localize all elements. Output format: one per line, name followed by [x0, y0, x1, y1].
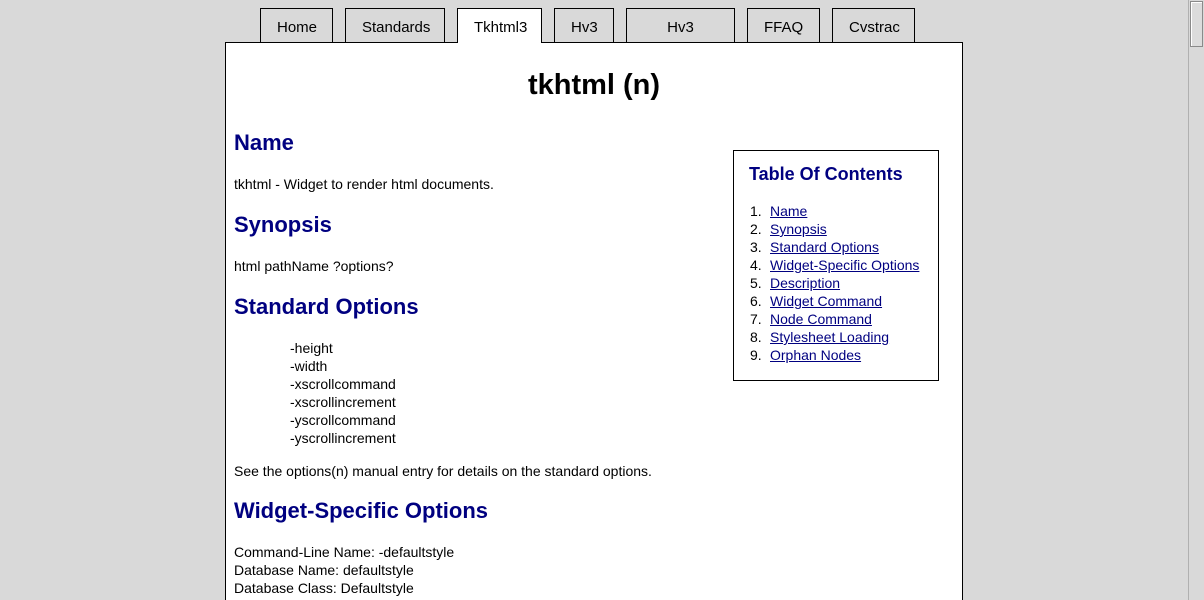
list-item: -yscrollcommand	[290, 412, 396, 428]
toc-link-name[interactable]: Name	[770, 203, 808, 219]
toc-item	[750, 310, 919, 328]
scrollbar-thumb[interactable]	[1190, 1, 1203, 47]
list-item: -xscrollincrement	[290, 394, 396, 410]
toc-link-description[interactable]: Description	[770, 275, 841, 291]
widget-option-cmdline: Command-Line Name: -defaultstyle	[234, 544, 455, 560]
toc-list	[750, 202, 919, 364]
toc-item	[750, 238, 919, 256]
standard-options-list	[234, 339, 714, 447]
toc-item	[750, 202, 919, 220]
widget-option-dbname: Database Name: defaultstyle	[234, 562, 414, 578]
main-content	[234, 129, 714, 597]
vertical-scrollbar[interactable]	[1188, 0, 1204, 600]
section-heading-widget-options: Widget-Specific Options	[234, 498, 489, 523]
toc-number: 9.	[750, 347, 762, 363]
toc-link-orphan-nodes[interactable]: Orphan Nodes	[770, 347, 862, 363]
tab-tkhtml3[interactable]: Tkhtml3	[457, 8, 542, 43]
list-item: -yscrollincrement	[290, 430, 396, 446]
content-panel	[225, 42, 963, 600]
toc-number: 7.	[750, 311, 762, 327]
standard-options-note: See the options(n) manual entry for details on the standard options.	[234, 463, 652, 479]
toc-link-widget-specific-options[interactable]: Widget-Specific Options	[770, 257, 920, 273]
toc-number: 1.	[750, 203, 762, 219]
toc-link-standard-options[interactable]: Standard Options	[770, 239, 879, 255]
tab-standards[interactable]: Standards	[345, 8, 445, 42]
toc-number: 8.	[750, 329, 762, 345]
section-heading-synopsis: Synopsis	[234, 212, 332, 237]
tab-hv3-widget[interactable]: Hv3	[626, 8, 735, 42]
tab-hv3[interactable]: Hv3	[554, 8, 614, 42]
tab-bar	[0, 0, 1188, 44]
toc-item	[750, 274, 919, 292]
toc-number: 6.	[750, 293, 762, 309]
widget-option-dbclass: Database Class: Defaultstyle	[234, 580, 414, 596]
section-heading-name: Name	[234, 130, 294, 155]
table-of-contents	[733, 150, 939, 381]
toc-item	[750, 256, 919, 274]
toc-item	[750, 292, 919, 310]
toc-link-stylesheet-loading[interactable]: Stylesheet Loading	[770, 329, 890, 345]
tab-ffaq[interactable]: FFAQ	[747, 8, 820, 42]
section-heading-standard-options: Standard Options	[234, 294, 419, 319]
toc-number: 3.	[750, 239, 762, 255]
toc-title: Table Of Contents	[749, 164, 903, 184]
toc-link-widget-command[interactable]: Widget Command	[770, 293, 883, 309]
toc-item	[750, 346, 919, 364]
toc-number: 5.	[750, 275, 762, 291]
list-item: -width	[290, 358, 328, 374]
toc-link-synopsis[interactable]: Synopsis	[770, 221, 827, 237]
toc-link-node-command[interactable]: Node Command	[770, 311, 872, 327]
list-item: -xscrollcommand	[290, 376, 396, 392]
tab-home[interactable]: Home	[260, 8, 333, 42]
toc-number: 2.	[750, 221, 762, 237]
name-text: tkhtml - Widget to render html documents.	[234, 176, 494, 192]
list-item: -height	[290, 340, 333, 356]
page-title: tkhtml (n)	[527, 69, 661, 101]
toc-item	[750, 328, 919, 346]
toc-item	[750, 220, 919, 238]
synopsis-text: html pathName ?options?	[234, 258, 394, 274]
toc-number: 4.	[750, 257, 762, 273]
tab-cvstrac[interactable]: Cvstrac	[832, 8, 915, 42]
